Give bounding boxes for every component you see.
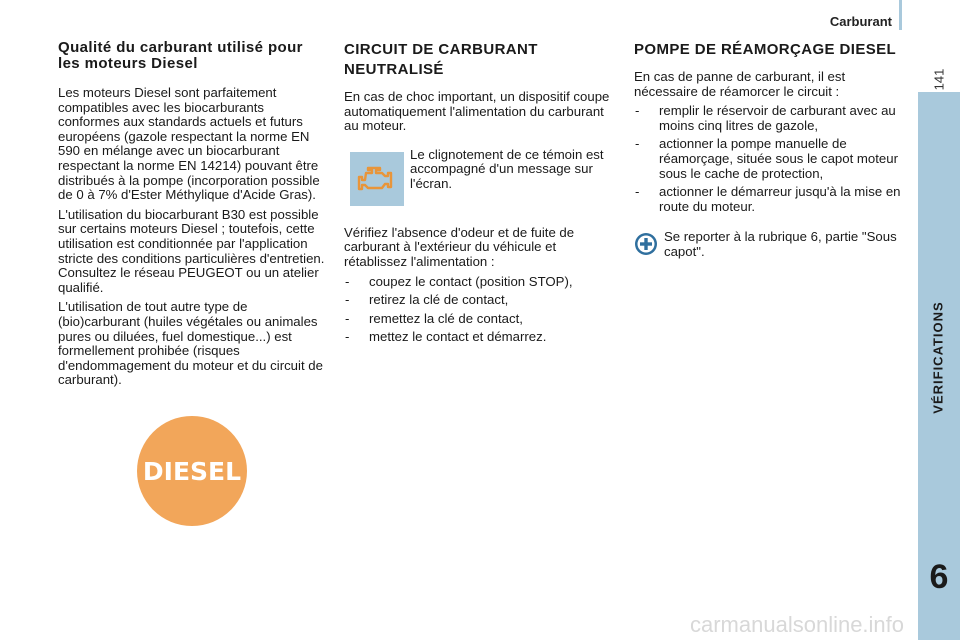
watermark: carmanualsonline.info bbox=[690, 612, 905, 637]
list-item: - retirez la clé de contact, bbox=[344, 293, 614, 308]
steps-list bbox=[634, 104, 904, 214]
page-header-title: Carburant bbox=[829, 14, 892, 29]
diesel-badge-label: DIESEL bbox=[142, 456, 242, 486]
column-priming-pump bbox=[634, 40, 904, 260]
paragraph: L'utilisation de tout autre type de (bio)carburant (huiles végétales ou animales pures ou diluées, fuel domestique...) est formellement prohibée (risques d'endommagement du moteur et du circuit de carburant). bbox=[58, 299, 323, 388]
section-label: VÉRIFICATIONS bbox=[930, 301, 946, 414]
list-item: - mettez le contact et démarrez. bbox=[344, 330, 614, 345]
list-item: - actionner la pompe manuelle de réamorçage, située sous le capot moteur sous le cache de protection, bbox=[634, 137, 904, 181]
diesel-badge-icon bbox=[137, 416, 247, 526]
chapter-number: 6 bbox=[929, 558, 949, 596]
column-fuel-circuit bbox=[344, 40, 614, 349]
paragraph: En cas de panne de carburant, il est nécessaire de réamorcer le circuit : bbox=[634, 69, 846, 99]
column-diesel-quality bbox=[58, 40, 328, 393]
paragraph: En cas de choc important, un dispositif coupe automatiquement l'alimentation du carburant au moteur. bbox=[344, 89, 610, 134]
warning-lamp-box bbox=[344, 144, 614, 208]
heading-diesel-quality: Qualité du carburant utilisé pour les moteurs Diesel bbox=[58, 39, 303, 72]
list-item: - remettez la clé de contact, bbox=[344, 312, 614, 327]
info-note-text: Se reporter à la rubrique 6, partie "Sous capot". bbox=[664, 229, 897, 259]
header-divider bbox=[899, 0, 902, 30]
heading-fuel-circuit: CIRCUIT DE CARBURANT NEUTRALISÉ bbox=[344, 41, 538, 78]
heading-priming-pump: POMPE DE RÉAMORÇAGE DIESEL bbox=[634, 41, 897, 58]
list-item: - actionner le démarreur jusqu'à la mise en route du moteur. bbox=[634, 185, 904, 214]
page-number: 141 bbox=[931, 68, 947, 91]
paragraph: Vérifiez l'absence d'odeur et de fuite de carburant à l'extérieur du véhicule et rétablissez l'alimentation : bbox=[344, 224, 575, 269]
warning-lamp-text: Le clignotement de ce témoin est accompagné d'un message sur l'écran. bbox=[410, 146, 604, 191]
paragraph: Les moteurs Diesel sont parfaitement compatibles avec les biocarburants conformes aux standards actuels et futurs européens (gazole respectant la norme EN 590 en mélange avec un biocarburant respectant la norme EN 14214) pouvant être distribués à la pompe (incorporation possible de 0 à 7% d'Ester Méthylique d'Acide Gras). bbox=[58, 85, 320, 203]
plus-info-icon bbox=[634, 232, 658, 256]
steps-list bbox=[344, 275, 614, 345]
paragraph: L'utilisation du biocarburant B30 est possible sur certains moteurs Diesel ; toutefois, cette utilisation est conditionnée par l'application stricte des conditions particulières d'entretien. Consultez le réseau PEUGEOT ou un atelier qualifié. bbox=[58, 206, 325, 295]
info-note bbox=[634, 230, 904, 259]
engine-warning-icon bbox=[350, 152, 404, 206]
list-item: - remplir le réservoir de carburant avec au moins cinq litres de gazole, bbox=[634, 104, 904, 133]
list-item: - coupez le contact (position STOP), bbox=[344, 275, 614, 290]
